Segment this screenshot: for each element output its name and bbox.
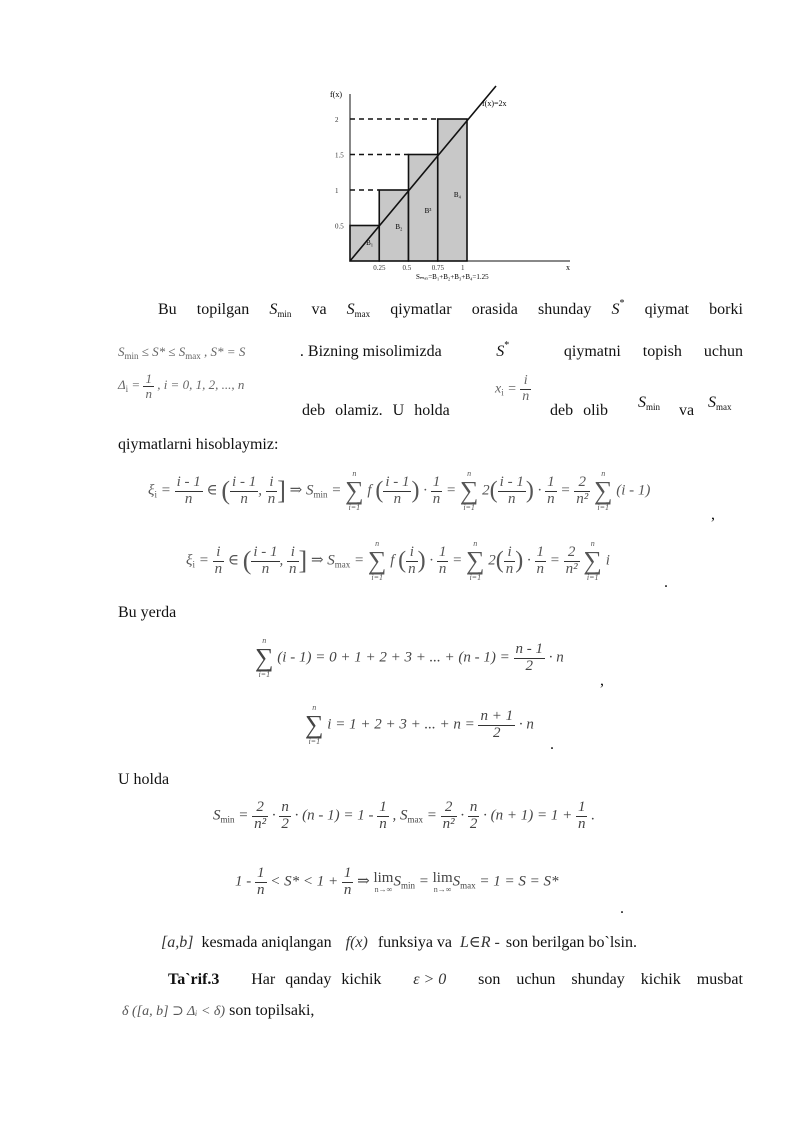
bu-yerda: Bu yerda: [118, 604, 177, 621]
bar-label-3: B³: [424, 207, 432, 216]
y-axis-label: f(x): [330, 90, 342, 99]
xi-smin-equation: $\xi_i$ = $\frac{i - 1}{n}$ ∈ ( $\frac{i - 1}{n}$ , $\frac{i}{n}$ ] ⇒ $S_{min}$ = n ∑ i=1 f ( $\frac{i - 1}{n}$ ) · $\frac{1}{n}$ = n ∑ i=1 2( $\frac{i - 1}{n}$ ) · $\frac{1}{n}$ = $\frac{2}{\text{n²}}$ n ∑ i=1 (i - 1): [148, 469, 651, 512]
u-holda: U holda: [118, 771, 170, 788]
sum-i-minus-1-equation: n ∑ i=1 (i - 1) = 0 + 1 + 2 + 3 + ... + (n - 1) = $\frac{n - 1}{2}$ · n: [255, 636, 564, 679]
figure-caption: Sₘₐₓ=B₁+B₂+B₃+B₄=1.25: [416, 273, 489, 281]
bar-label-2: B₂: [395, 223, 403, 232]
x-tick-label: 0.75: [431, 264, 444, 272]
limit-result: 1 - $\frac{1}{n}$ < S* < 1 + $\frac{1}{n}$ ⇒ lim n→∞ $S_{min}$ = lim n→∞ $S_{max} = 1 = S = S*$: [235, 865, 559, 898]
x-tick-label: 0.25: [373, 264, 386, 272]
para1-line3: $\Delta_i$ = $\frac{1}{n}$ , i = 0, 1, 2, ..., n deb olamiz. U holda $x_i$ = $\frac{i}{n}$ deb olib $S_{min}$ va $S_{max}$: [118, 371, 732, 419]
sum-i-equation: n ∑ i=1 i = 1 + 2 + 3 + ... + n = $\frac{n + 1}{2}$ · n: [305, 703, 534, 746]
bar-label-1: B₁: [366, 239, 374, 248]
smin-smax-result: $S_{min}$ = $\frac{2}{\text{n²}}$ · $\frac{n}{2}$ · (n - 1) = 1 - $\frac{1}{n}$ , $S_{max}$ = $\frac{2}{\text{n²}}$ · $\frac{n}{2}$ · (n + 1) = 1 + $\frac{1}{n}$ .: [213, 799, 595, 832]
s-max-symbol: $S_{max}$: [346, 301, 371, 319]
xi-formula: $x_i$ = $\frac{i}{n}$: [495, 373, 530, 404]
bar-3: [409, 155, 438, 262]
definition-line1: Ta`rif.3 Har qanday kichik ε > 0 son uchun shunday kichik musbat: [168, 971, 743, 988]
delta-formula: $\Delta_i$ = $\frac{1}{n}$ , i = 0, 1, 2, ..., n: [118, 371, 245, 401]
para1-line2: $S_{min} \le S* \le S_{max}$ , S* = S . Bizning misolimizda S* qiymatni topish uchun: [118, 340, 743, 361]
x-tick-label: 1: [461, 264, 465, 272]
inequality-formula: $S_{min} \le S* \le S_{max}$ , S* = S: [118, 344, 246, 361]
para-interval: [a,b] kesmada aniqlangan f(x) funksiya va L∈R - son berilgan bo`lsin.: [161, 934, 637, 951]
para1-line4: qiymatlarni hisoblaymiz:: [118, 436, 279, 453]
definition-label: Ta`rif.3: [168, 971, 220, 988]
para1-line1: Bu topilgan $S_{min}$ va $S_{max}$ qiymatlar orasida shunday S* qiymat borki: [158, 298, 743, 319]
bar-2: [379, 190, 408, 261]
xi-smax-equation: $\xi_i$ = $\frac{i}{n}$ ∈ ( $\frac{i - 1}{n}$ , $\frac{i}{n}$ ] ⇒ $S_{max}$ = n ∑ i=1 f ( $\frac{i}{n}$ ) · $\frac{1}{n}$ = n ∑ i=1 2( $\frac{i}{n}$ ) · $\frac{1}{n}$ = $\frac{2}{\text{n²}}$ n ∑ i=1 i: [186, 539, 610, 582]
step-function-figure: [320, 80, 590, 285]
x-tick-label: 0.5: [402, 264, 412, 272]
s-star-symbol: S*: [611, 298, 625, 318]
y-tick-label: 1.5: [335, 151, 344, 160]
y-tick-label: 2: [335, 116, 339, 124]
y-tick-label: 1: [335, 187, 339, 195]
bar-4: [438, 119, 467, 261]
bar-label-4: B₄: [453, 191, 461, 200]
y-tick-label: 0.5: [335, 222, 344, 231]
function-label: f(x)=2x: [482, 99, 507, 108]
s-min-symbol: $S_{min}$: [269, 301, 292, 319]
definition-line2: δ ([a, b] ⊃ Δᵢ < δ) son topilsaki,: [122, 1002, 315, 1019]
x-axis-label: x: [566, 263, 570, 272]
